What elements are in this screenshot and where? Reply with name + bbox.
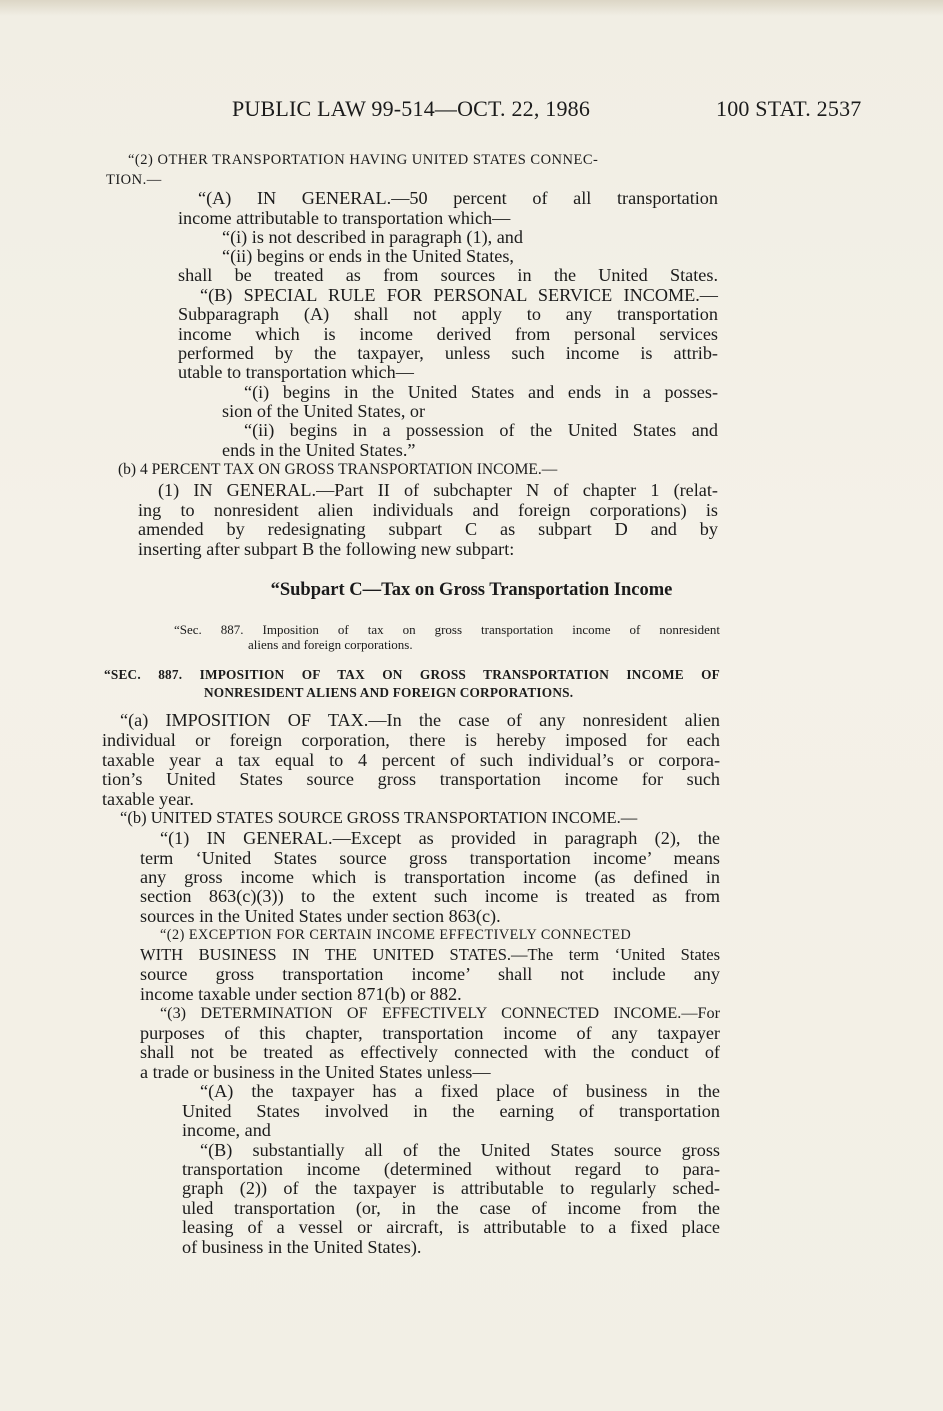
subsection-b-2-line: WITH BUSINESS IN THE UNITED STATES.—The term ‘United States — [140, 945, 720, 964]
subsection-b-2-line: source gross transportation income’ shall not include any — [140, 964, 720, 984]
subsection-b-paragraph-1: amended by redesignating subpart C as subpart D and by — [138, 519, 718, 539]
subparagraph-b-line: Subparagraph (A) shall not apply to any transportation — [178, 304, 718, 324]
table-of-sections-entry: “Sec. 887. Imposition of tax on gross transportation income of nonresident — [174, 622, 720, 637]
subsection-a-line: “(a) IMPOSITION OF TAX.—In the case of any nonresident alien — [120, 710, 720, 730]
subparagraph-b-line: performed by the taxpayer, unless such income is attrib- — [178, 343, 718, 363]
subparagraph-a-line: income attributable to transportation which— — [178, 208, 511, 228]
clause-i: “(i) is not described in paragraph (1), and — [222, 227, 523, 247]
subparagraph-3b-line: graph (2)) of the taxpayer is attributable to regularly sched- — [182, 1178, 720, 1198]
subsection-b-3-line: purposes of this chapter, transportation income of any taxpayer — [140, 1023, 720, 1043]
subparagraph-3b-line: uled transportation (or, in the case of income from the — [182, 1198, 720, 1218]
subsection-b-paragraph-1: inserting after subpart B the following new subpart: — [138, 539, 515, 559]
subparagraph-b-heading: “(B) SPECIAL RULE FOR PERSONAL SERVICE INCOME.— — [200, 285, 718, 305]
subparagraph-3a-line: United States involved in the earning of transportation — [182, 1101, 720, 1121]
scan-edge — [0, 0, 943, 16]
subsection-b-paragraph-1: ing to nonresident alien individuals and foreign corporations) is — [138, 500, 718, 520]
subsection-b-2-line: income taxable under section 871(b) or 882. — [140, 984, 462, 1004]
subsection-b-1-line: “(1) IN GENERAL.—Except as provided in paragraph (2), the — [160, 828, 720, 848]
subsection-a-line: taxable year a tax equal to 4 percent of such individual’s or corpora- — [102, 750, 720, 770]
subsection-a-line: tion’s United States source gross transportation income for such — [102, 769, 720, 789]
section-heading: NONRESIDENT ALIENS AND FOREIGN CORPORATIONS. — [204, 685, 574, 700]
subsection-b-1-line: any gross income which is transportation income (as defined in — [140, 867, 720, 887]
paragraph-2-heading-cont: TION.— — [106, 172, 162, 188]
subsection-b-3-heading: “(3) DETERMINATION OF EFFECTIVELY CONNECTED INCOME.—For — [160, 1004, 720, 1022]
subsection-b-3-line: a trade or business in the United States unless— — [140, 1062, 491, 1082]
subparagraph-3a-line: “(A) the taxpayer has a fixed place of business in the — [200, 1081, 720, 1101]
subsection-b-heading: (b) 4 PERCENT TAX ON GROSS TRANSPORTATION INCOME.— — [118, 461, 558, 478]
subparagraph-3a-line: income, and — [182, 1120, 271, 1140]
clause-b-ii: “(ii) begins in a possession of the United States and — [244, 420, 718, 440]
table-of-sections-entry: aliens and foreign corporations. — [248, 637, 413, 652]
stat-citation: 100 STAT. 2537 — [716, 96, 862, 121]
subsection-b-1-line: sources in the United States under section 863(c). — [140, 906, 501, 926]
subparagraph-b-line: income which is income derived from personal services — [178, 324, 718, 344]
subparagraph-a-line: “(A) IN GENERAL.—50 percent of all transportation — [198, 188, 718, 208]
subparagraph-a-line: shall be treated as from sources in the United States. — [178, 265, 718, 285]
subparagraph-3b-line: leasing of a vessel or aircraft, is attributable to a fixed place — [182, 1217, 720, 1237]
subsection-b-heading-887: “(b) UNITED STATES SOURCE GROSS TRANSPORTATION INCOME.— — [120, 808, 638, 827]
clause-b-i: “(i) begins in the United States and ends in a posses- — [244, 382, 718, 402]
subsection-b-3-line: shall not be treated as effectively connected with the conduct of — [140, 1042, 720, 1062]
subparagraph-3b-line: “(B) substantially all of the United States source gross — [200, 1140, 720, 1160]
clause-ii: “(ii) begins or ends in the United States, — [222, 246, 514, 266]
subsection-b-1-line: section 863(c)(3)) to the extent such income is treated as from — [140, 886, 720, 906]
clause-b-ii: ends in the United States.” — [222, 440, 416, 460]
subparagraph-3b-line: transportation income (determined without regard to para- — [182, 1159, 720, 1179]
clause-b-i: sion of the United States, or — [222, 401, 426, 421]
subsection-b-2-heading: “(2) EXCEPTION FOR CERTAIN INCOME EFFECTIVELY CONNECTED — [160, 927, 632, 943]
subsection-b-1-line: term ‘United States source gross transportation income’ means — [140, 848, 720, 868]
subsection-a-line: individual or foreign corporation, there is hereby imposed for each — [102, 730, 720, 750]
section-heading: “SEC. 887. IMPOSITION OF TAX ON GROSS TRANSPORTATION INCOME OF — [104, 667, 720, 682]
paragraph-2-heading: “(2) OTHER TRANSPORTATION HAVING UNITED STATES CONNEC- — [128, 152, 599, 168]
subparagraph-b-line: utable to transportation which— — [178, 362, 414, 382]
subpart-title: “Subpart C—Tax on Gross Transportation Income — [270, 580, 673, 600]
subsection-b-paragraph-1: (1) IN GENERAL.—Part II of subchapter N of chapter 1 (relat- — [158, 480, 718, 500]
subsection-a-line: taxable year. — [102, 789, 194, 809]
law-citation: PUBLIC LAW 99-514—OCT. 22, 1986 — [232, 96, 591, 121]
subparagraph-3b-line: of business in the United States). — [182, 1237, 422, 1257]
